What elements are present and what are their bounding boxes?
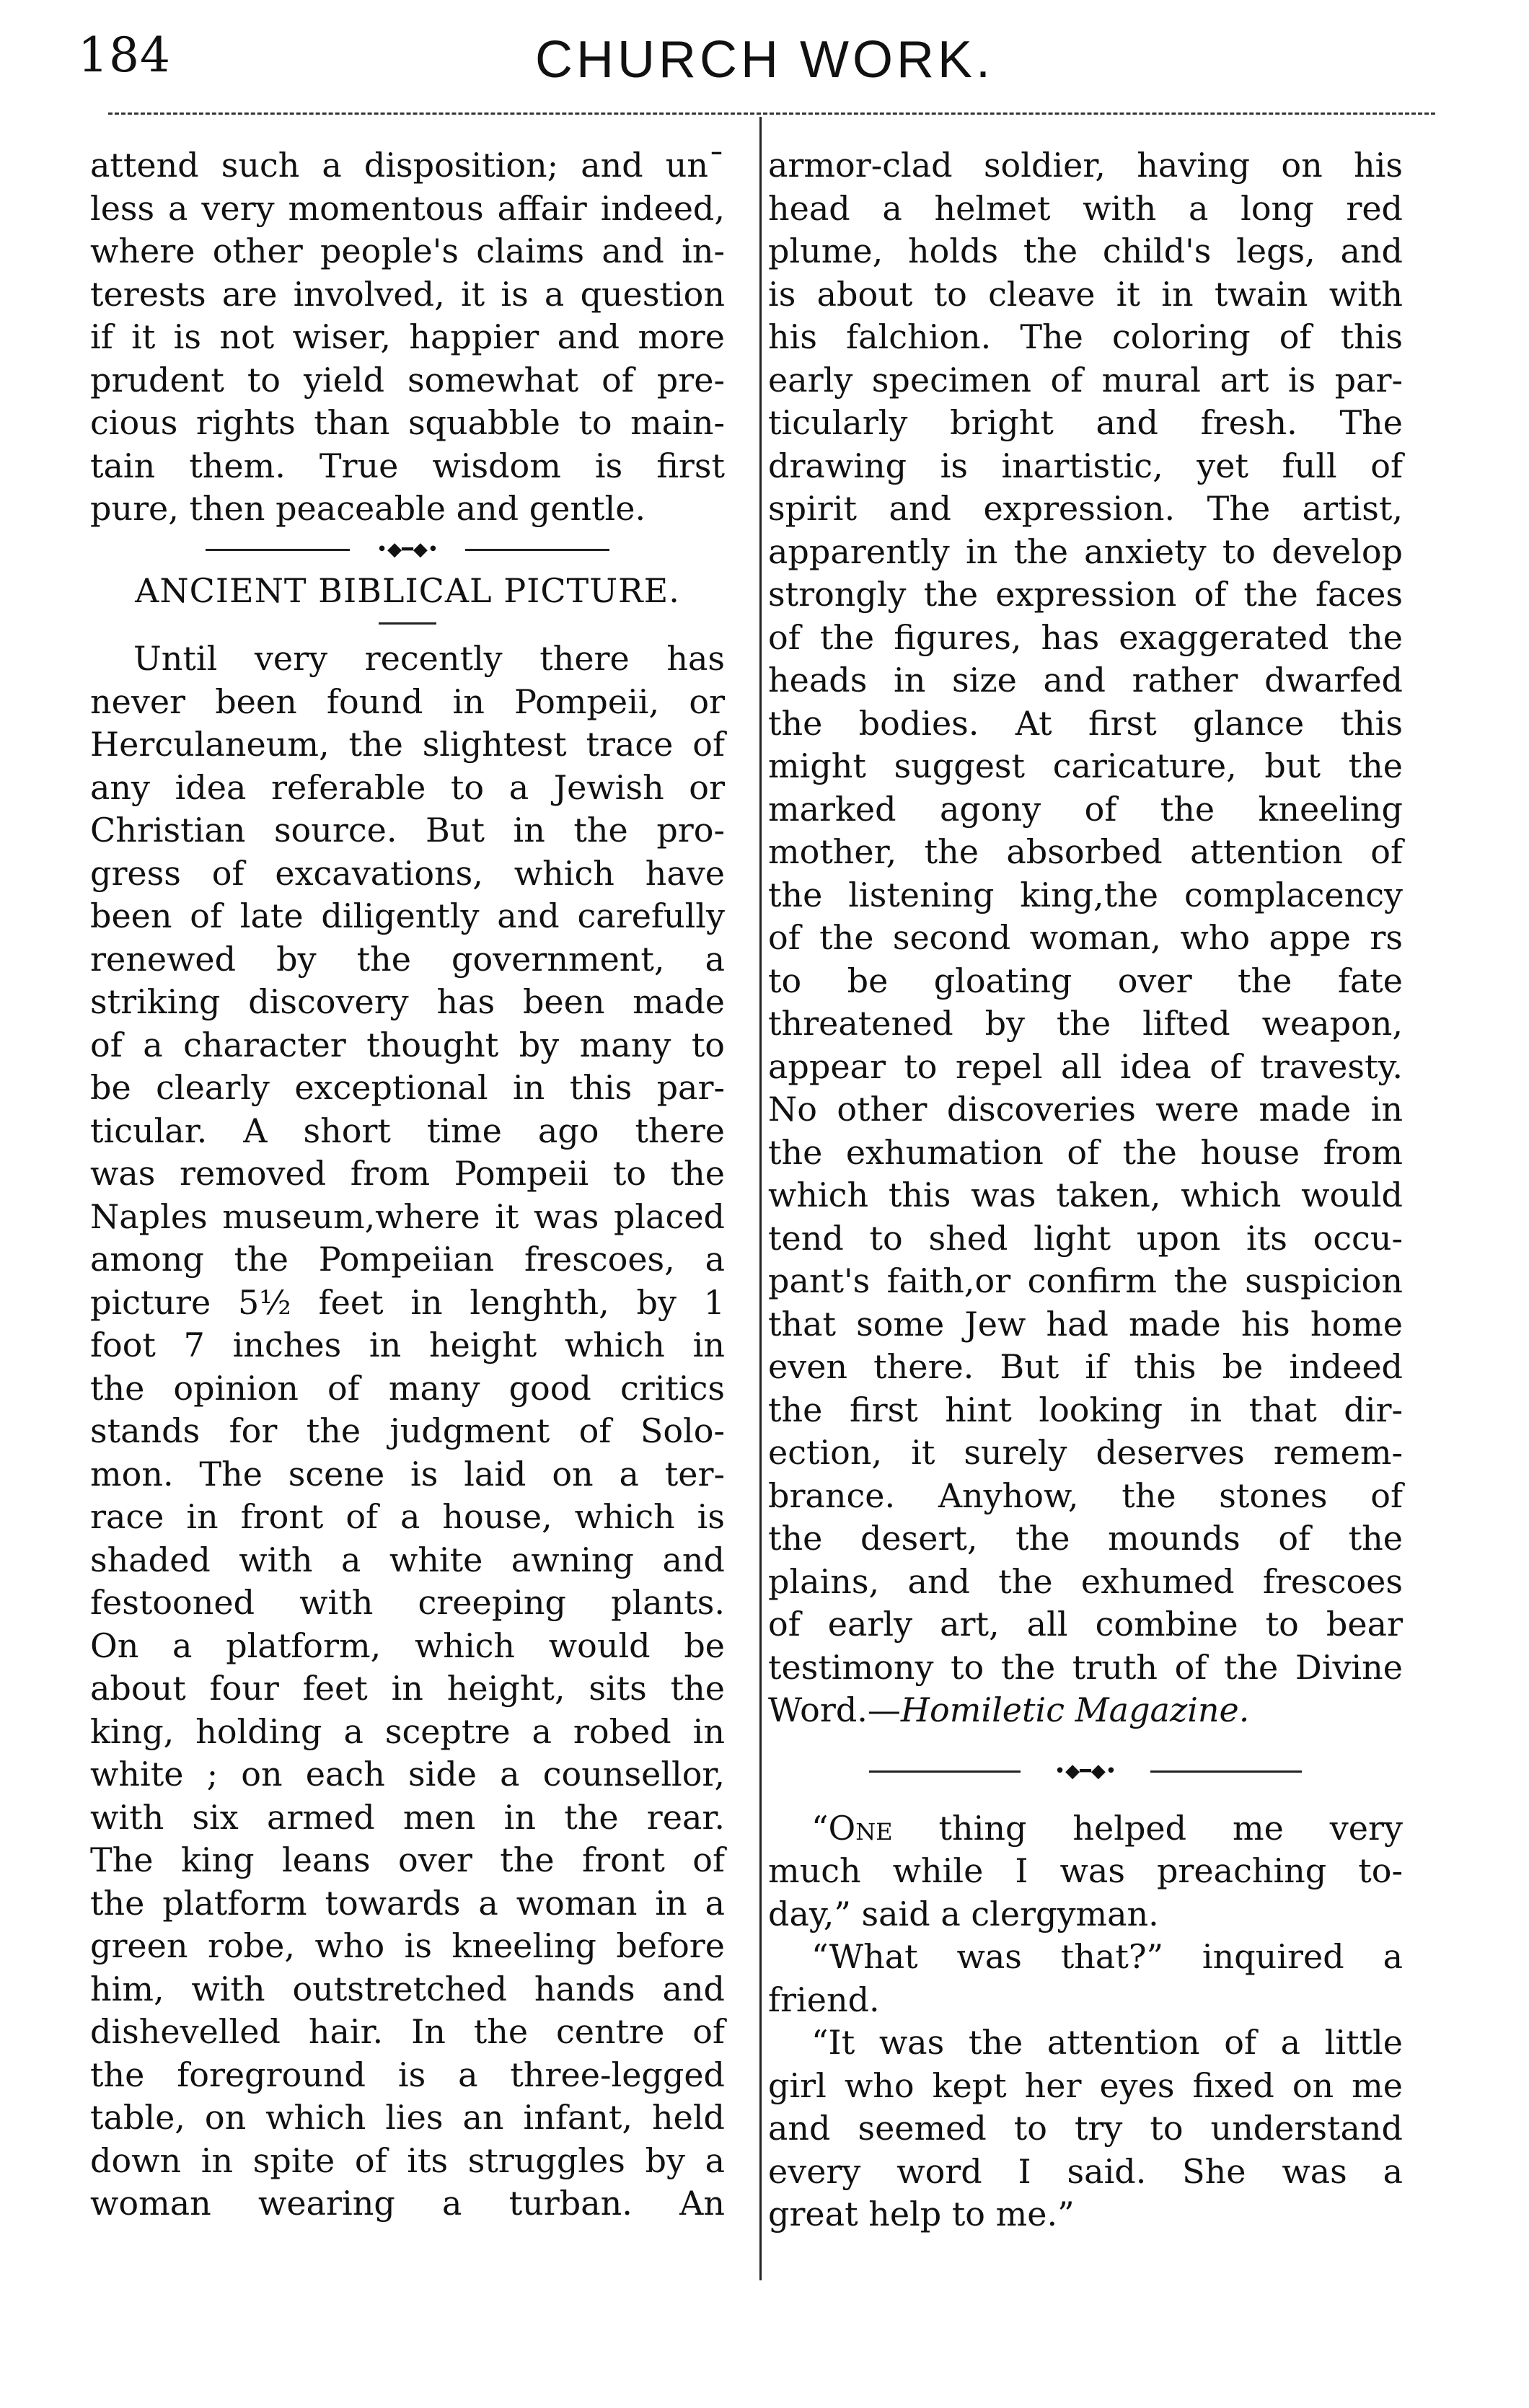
text-line: where other people's claims and in- [90, 231, 725, 270]
text-line: king, holding a sceptre a robed in [90, 1711, 725, 1751]
text-line: race in front of a house, which is [90, 1497, 725, 1536]
text-line: day,” said a clergyman. [768, 1894, 1159, 1933]
text-line: picture 5½ feet in lenghth, by 1 [90, 1282, 725, 1322]
text-line: friend. [768, 1980, 880, 2019]
text-line: appear to repel all idea of travesty. [768, 1046, 1403, 1086]
heading-rule [379, 622, 436, 625]
text-line: terests are involved, it is a question [90, 274, 725, 314]
text-line: festooned with creeping plants. [90, 1583, 725, 1622]
text-line: “It was the attention of a little [811, 2023, 1403, 2062]
text-line: The king leans over the front of [90, 1840, 725, 1879]
attribution-line [768, 1689, 1403, 1732]
text-line: of the figures, has exaggerated the [768, 617, 1403, 657]
text-line: to be gloating over the fate [768, 961, 1403, 1000]
text-line: even there. But if this be indeed [768, 1347, 1403, 1386]
text-line: been of late diligently and carefully [90, 896, 725, 935]
source-citation: Homiletic Magazine. [900, 1690, 1250, 1729]
text-line: the foreground is a three-legged [90, 2055, 725, 2094]
text-line: table, on which lies an infant, held [90, 2098, 725, 2137]
text-line: cious rights than squabble to main- [90, 403, 725, 442]
text-line: was removed from Pompeii to the [90, 1154, 725, 1193]
text-line: about four feet in height, sits the [90, 1669, 725, 1708]
text-line: attend such a disposition; and un¯ [90, 146, 725, 185]
text-line: striking discovery has been made [90, 982, 725, 1021]
right-column [768, 144, 1403, 2236]
text-line: head a helmet with a long red [768, 188, 1403, 228]
text-line: shaded with a white awning and [90, 1540, 725, 1579]
text-line: marked agony of the kneeling [768, 789, 1403, 829]
text-line: with six armed men in the rear. [90, 1797, 725, 1837]
text-line: plains, and the exhumed frescoes [768, 1561, 1403, 1601]
text-line: Herculaneum, the slightest trace of [90, 725, 725, 764]
text-line: tain them. True wisdom is first [90, 446, 725, 485]
text-line: him, with outstretched hands and [90, 1969, 725, 2008]
text-line: ticularly bright and fresh. The [768, 403, 1403, 442]
text-line: apparently in the anxiety to develop [768, 532, 1403, 571]
text-line: brance. Anyhow, the stones of [768, 1476, 1403, 1515]
text-line: testimony to the truth of the Divine [768, 1647, 1403, 1687]
text-line: any idea referable to a Jewish or [90, 767, 725, 807]
text-line: his falchion. The coloring of this [768, 317, 1403, 356]
text-line: the first hint looking in that dir- [768, 1390, 1403, 1429]
article-body-continued [768, 144, 1403, 1732]
text-line: great help to me.” [768, 2195, 1075, 2233]
text-line: woman wearing a turban. An [90, 2184, 725, 2223]
text-line: and seemed to try to understand [768, 2109, 1403, 2148]
left-column [90, 144, 725, 2226]
text-line: down in spite of its struggles by a [90, 2140, 725, 2180]
text-line: strongly the expression of the faces [768, 575, 1403, 614]
text-line: mon. The scene is laid on a ter- [90, 1454, 725, 1494]
article-body [90, 638, 725, 2226]
section-ornament: •◆━◆• [869, 1757, 1302, 1786]
text-line: early specimen of mural art is par- [768, 360, 1403, 400]
text-line: white ; on each side a counsellor, [90, 1755, 725, 1794]
text-line: girl who kept her eyes fixed on me [768, 2065, 1403, 2105]
text-line: be clearly exceptional in this par- [90, 1068, 725, 1107]
text-line: if it is not wiser, happier and more [90, 317, 725, 356]
text-line: tend to shed light upon its occu- [768, 1218, 1403, 1258]
attribution-prefix: Word.— [768, 1690, 901, 1729]
text-line: might suggest caricature, but the [768, 746, 1403, 785]
text-line: Christian source. But in the pro- [90, 811, 725, 850]
text-line: which this was taken, which would [768, 1176, 1403, 1214]
text-line: the listening king,the complacency [768, 875, 1403, 914]
text-line: heads in size and rather dwarfed [768, 661, 1403, 700]
text-line: Naples museum,where it was placed [90, 1196, 725, 1236]
text-line: the opinion of many good critics [90, 1368, 725, 1408]
text-line: “What was that?” inquired a [811, 1937, 1403, 1976]
section-ornament: •◆━◆• [206, 535, 609, 564]
text-line: of a character thought by many to [90, 1025, 725, 1064]
text-line: plume, holds the child's legs, and [768, 231, 1403, 270]
text-line: ection, it surely deserves remem- [768, 1433, 1403, 1472]
text-line: the desert, the mounds of the [768, 1519, 1403, 1558]
text-line: No other discoveries were made in [768, 1090, 1403, 1129]
text-line: the exhumation of the house from [768, 1132, 1403, 1172]
text-line: foot 7 inches in height which in [90, 1326, 725, 1364]
text-line: renewed by the government, a [90, 939, 725, 979]
text-line: never been found in Pompeii, or [90, 682, 725, 721]
text-line: that some Jew had made his home [768, 1304, 1403, 1344]
text-line: pant's faith,or confirm the suspicion [768, 1261, 1403, 1300]
text-line: mother, the absorbed attention of [768, 832, 1403, 871]
text-line: green robe, who is kneeling before [90, 1926, 725, 1965]
page-number: 184 [78, 27, 171, 83]
text-line: pure, then peaceable and gentle. [90, 489, 646, 528]
text-line: the bodies. At first glance this [768, 703, 1403, 743]
text-line: threatened by the lifted weapon, [768, 1004, 1403, 1043]
text-line: among the Pompeiian frescoes, a [90, 1240, 725, 1279]
text-line: prudent to yield somewhat of pre- [90, 360, 725, 400]
text-line: spirit and expression. The artist, [768, 489, 1403, 528]
text-line: dishevelled hair. In the centre of [90, 2012, 725, 2051]
text-line: gress of excavations, which have [90, 853, 725, 893]
text-line: much while I was preaching to- [768, 1851, 1403, 1890]
text-line: every word I said. She was a [768, 2151, 1403, 2191]
text-line: less a very momentous affair indeed, [90, 188, 725, 228]
header-rule [108, 113, 1435, 115]
text-line: drawing is inartistic, yet full of [768, 446, 1403, 485]
text-line: Until very recently there has [133, 639, 725, 678]
text-line: of the second woman, who appe rs [768, 918, 1403, 957]
text-line: On a platform, which would be [90, 1626, 725, 1665]
text-line: armor-clad soldier, having on his [768, 146, 1403, 185]
text-line: the platform towards a woman in a [90, 1883, 725, 1923]
text-line: “One thing helped me very [811, 1808, 1403, 1848]
text-line: is about to cleave it in twain with [768, 274, 1403, 314]
column-divider [759, 117, 762, 2280]
article-heading: ANCIENT BIBLICAL PICTURE. [135, 570, 680, 610]
intro-paragraph [90, 144, 725, 531]
anecdote-section [768, 1807, 1403, 2236]
text-line: of early art, all combine to bear [768, 1605, 1403, 1644]
text-line: stands for the judgment of Solo- [90, 1411, 725, 1450]
running-title: CHURCH WORK. [535, 31, 994, 89]
small-caps-word: One [828, 1808, 893, 1848]
text-line: ticular. A short time ago there [90, 1111, 725, 1150]
